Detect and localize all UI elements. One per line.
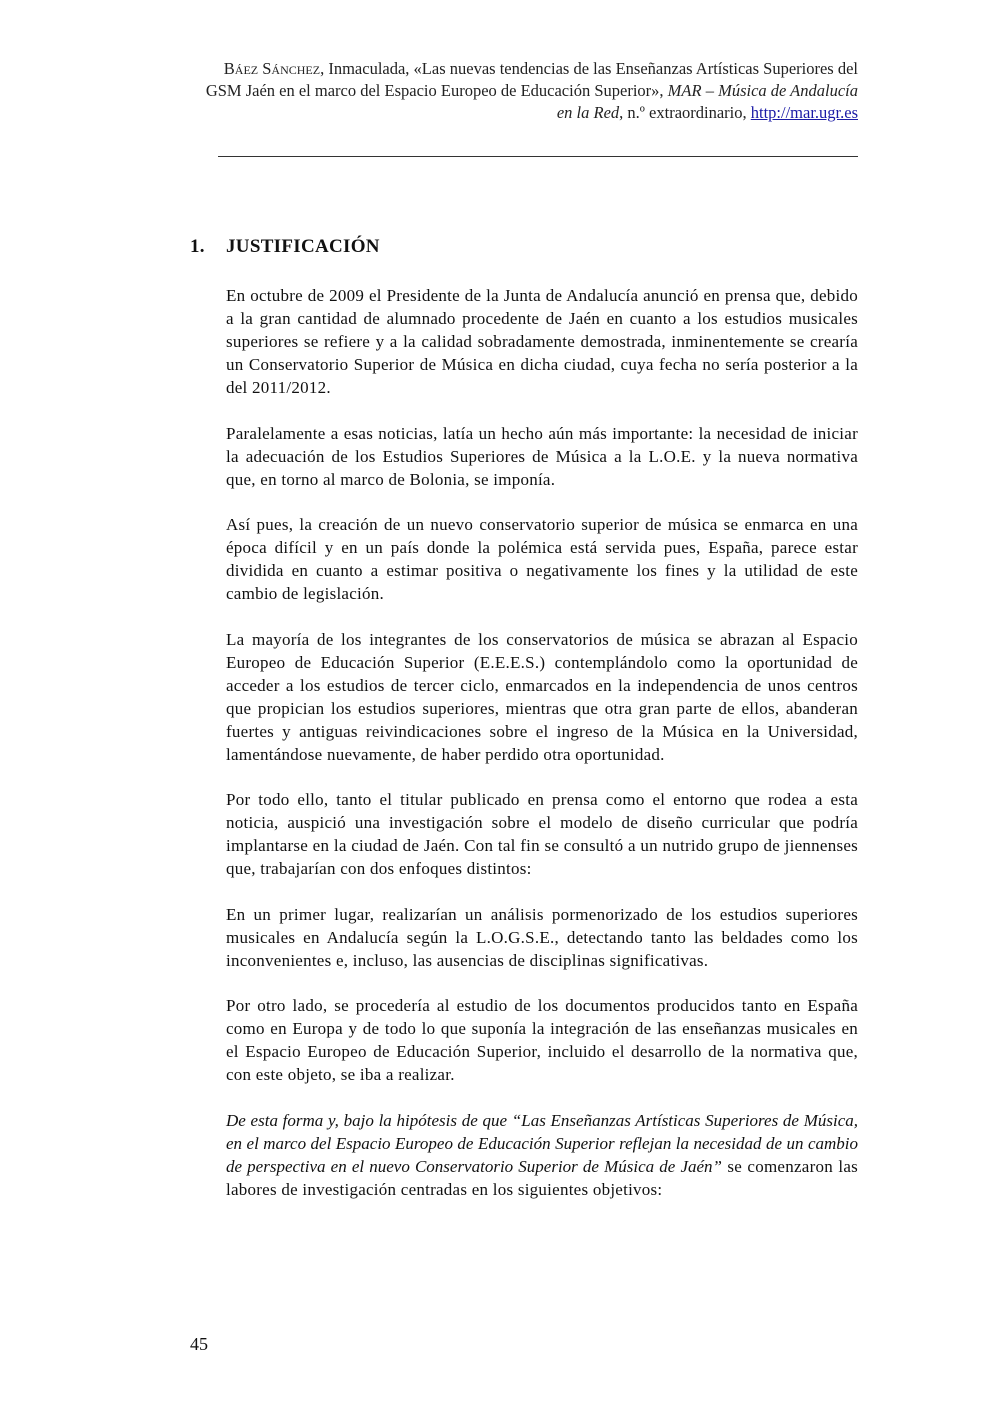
section-title: JUSTIFICACIÓN	[226, 236, 380, 257]
paragraph: En un primer lugar, realizarían un análisis pormenorizado de los estudios superiores musicales en Andalucía según la L.O.G.S.E., detectando tanto las beldades como los inconvenientes e, incluso, las ausencias de disciplinas significativas.	[226, 904, 858, 970]
paragraph: Por todo ello, tanto el titular publicado en prensa como el entorno que rodea a esta noticia, auspició una investigación sobre el modelo de diseño curricular que podría implantarse en la ciudad de Jaén. Con tal fin se consultó a un nutrido grupo de jiennenses que, trabajarían con dos enfoques distintos:	[226, 790, 858, 878]
paragraph: La mayoría de los integrantes de los conservatorios de música se abrazan al Espacio Europeo de Educación Superior (E.E.E.S.) contemplándolo como la oportunidad de acceder a los estudios de tercer ciclo, enmarcados en la independencia de unos centros que propician los estudios superiores, mientras que otra gran parte de ellos, abanderan fuertes y antiguas reivindicaciones sobre el ingreso de la Música en la Universidad, lamentándose nuevamente, de haber perdido otra oportunidad.	[226, 629, 858, 764]
hypothesis-text: De esta forma y, bajo la hipótesis de que “Las Enseñanzas Artísticas Superiores de Música, en el marco del Espacio Europeo de Educación Superior reflejan la necesidad de un cambio de perspectiva en el nuevo Conservatorio Superior de Música de Jaén”	[226, 1110, 858, 1176]
section-heading	[190, 236, 380, 258]
paragraph: Así pues, la creación de un nuevo conservatorio superior de música se enmarca en una época difícil y en un país donde la polémica está servida pues, España, parece estar dividida en cuanto a estimar positiva o negativamente los fines y la utilidad de este cambio de legislación.	[226, 515, 858, 603]
journal-name: MAR – Música de Andalucía en la Red	[556, 81, 858, 122]
issue-text: , n.º extraordinario,	[619, 103, 751, 122]
paragraph: Por otro lado, se procedería al estudio de los documentos producidos tanto en España como en Europa y de todo lo que suponía la integración de las enseñanzas musicales en el Espacio Europeo de Educación Superior, incluido el desarrollo de la normativa que, con este objeto, se iba a realizar.	[226, 996, 858, 1084]
paragraph: En octubre de 2009 el Presidente de la Junta de Andalucía anunció en prensa que, debido a la gran cantidad de alumnado procedente de Jaén en cuanto a los estudios musicales superiores se refiere y a la calidad sobradamente demostrada, inminentemente se crearía un Conservatorio Superior de Música en dicha ciudad, cuya fecha no sería posterior a la del 2011/2012.	[226, 286, 858, 397]
citation-header	[188, 58, 858, 124]
paragraph-last	[226, 1109, 858, 1201]
journal-link[interactable]: http://mar.ugr.es	[750, 103, 858, 122]
page-number: 45	[190, 1334, 208, 1354]
citation-text: , Inmaculada, «Las nuevas tendencias de las Enseñanzas Artísticas Superiores del GSM Jaén en el marco del Espacio Europeo de Educación Superior»,	[205, 59, 858, 100]
objectives-intro: se comenzaron las labores de investigación centradas en los siguientes objetivos:	[226, 1156, 858, 1199]
header-rule	[218, 156, 858, 157]
body-text	[226, 284, 858, 1223]
paragraph: Paralelamente a esas noticias, latía un hecho aún más importante: la necesidad de iniciar la adecuación de los Estudios Superiores de Música a la L.O.E. y la nueva normativa que, en torno al marco de Bolonia, se imponía.	[226, 423, 858, 489]
section-number: 1.	[190, 236, 205, 257]
author-name: Báez Sánchez	[223, 59, 321, 78]
